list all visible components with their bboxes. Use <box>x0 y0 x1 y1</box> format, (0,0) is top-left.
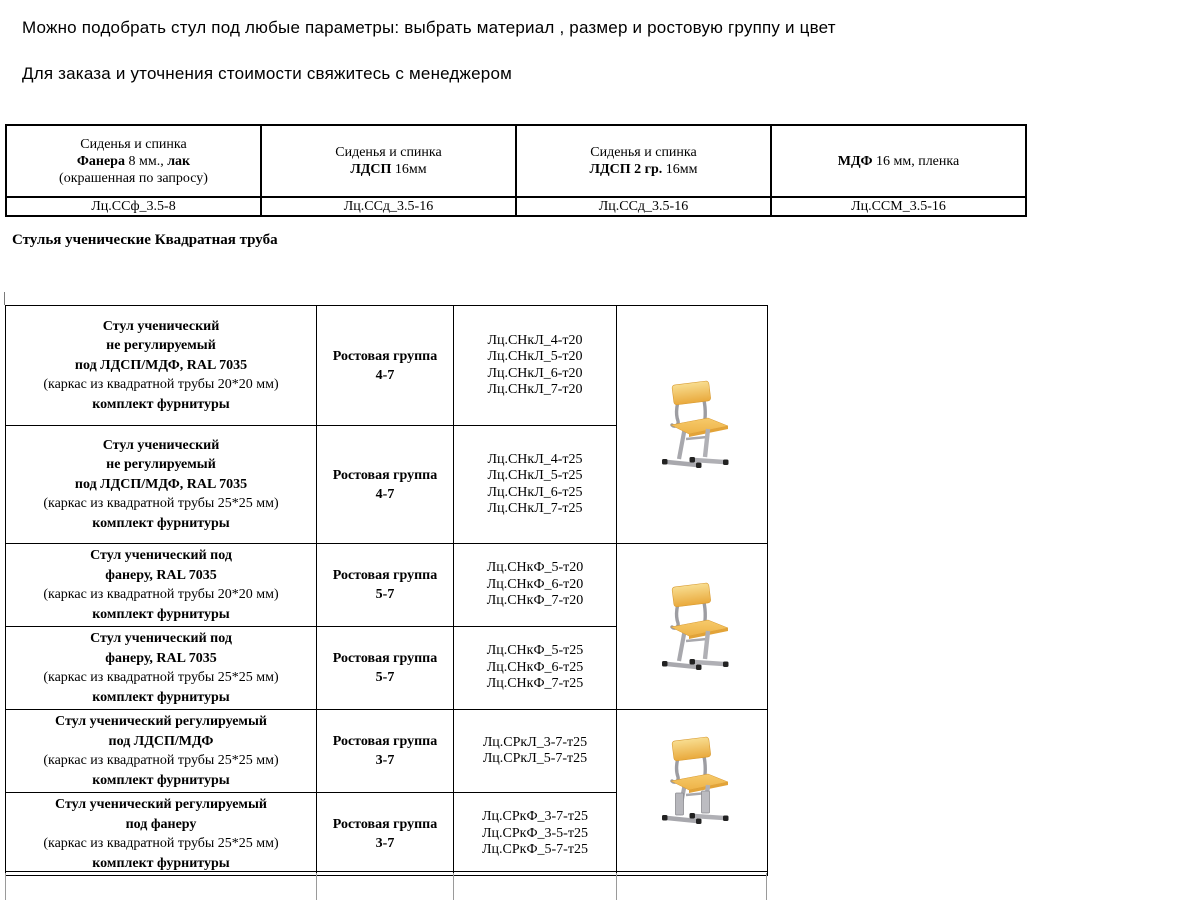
article-code: Лц.СНкФ_7-т20 <box>486 593 584 609</box>
chairs-table-body <box>6 306 768 876</box>
text-line: комплект фурнитуры <box>92 515 230 531</box>
materials-code-row <box>6 197 1026 216</box>
table-left-border-stub <box>4 292 5 305</box>
article-code: Лц.СНкЛ_4-т20 <box>487 332 583 348</box>
text-line: Сиденья и спинка <box>80 136 187 152</box>
text-line: Стул ученический <box>102 318 220 334</box>
chair-description <box>6 793 317 876</box>
article-code: Лц.СНкЛ_7-т25 <box>487 501 583 516</box>
article-codes <box>454 544 617 627</box>
text-line: комплект фурнитуры <box>92 855 230 871</box>
article-code: Лц.СРкЛ_3-7-т25 <box>482 734 588 750</box>
text-line: (каркас из квадратной трубы 25*25 мм) <box>43 753 279 768</box>
article-code: Лц.СРкФ_3-7-т25 <box>482 809 588 825</box>
chair-illustration <box>644 375 740 475</box>
material-plywood-header <box>6 125 261 197</box>
text-line: (каркас из квадратной трубы 20*20 мм) <box>43 377 279 393</box>
material-plywood-code: Лц.ССф_3.5-8 <box>6 197 261 216</box>
chair-description <box>6 426 317 544</box>
chair-illustration <box>644 577 740 677</box>
cutoff-row-line <box>616 873 617 900</box>
growth-group-label: Ростовая группа <box>332 817 438 832</box>
text-line: Стул ученический <box>102 437 220 453</box>
growth-group-value: 3-7 <box>375 836 395 851</box>
article-code: Лц.СНкЛ_5-т25 <box>487 468 583 483</box>
chair-row <box>6 544 768 627</box>
cutoff-row-line <box>5 873 6 900</box>
growth-group-value: 5-7 <box>375 587 395 602</box>
article-code: Лц.СНкЛ_4-т25 <box>487 451 583 467</box>
article-code: Лц.СНкЛ_7-т20 <box>487 382 583 397</box>
article-code: Лц.СНкФ_7-т25 <box>486 676 584 692</box>
growth-group-value: 4-7 <box>375 367 395 383</box>
text-line: комплект фурнитуры <box>92 606 230 622</box>
student-chair-fixed-image <box>617 306 768 544</box>
table-bottom-rule <box>5 871 767 873</box>
chairs-table <box>5 305 768 876</box>
article-code: Лц.СНкФ_6-т20 <box>486 576 584 592</box>
article-code: Лц.СНкФ_6-т25 <box>486 659 584 675</box>
text-line: Фанера 8 мм., лак <box>76 153 191 169</box>
article-code: Лц.СРкЛ_5-7-т25 <box>482 751 588 766</box>
growth-group-value: 5-7 <box>375 670 395 685</box>
text-line: под ЛДСП/МДФ, RAL 7035 <box>74 476 248 492</box>
growth-group-label: Ростовая группа <box>332 568 438 583</box>
cutoff-row-line <box>766 873 767 900</box>
text-line: под фанеру <box>125 816 197 832</box>
growth-group <box>317 426 454 544</box>
growth-group <box>317 544 454 627</box>
chair-description <box>6 627 317 710</box>
article-code: Лц.СНкЛ_6-т20 <box>487 365 583 381</box>
materials-table <box>5 124 1027 217</box>
material-ldsp2-header <box>516 125 771 197</box>
intro-line-2: Для заказа и уточнения стоимости свяжитесь с менеджером <box>22 64 512 83</box>
article-codes <box>454 710 617 793</box>
chair-description <box>6 710 317 793</box>
text-line: (каркас из квадратной трубы 25*25 мм) <box>43 496 279 512</box>
article-codes <box>454 426 617 544</box>
article-codes <box>454 627 617 710</box>
text-line: Стул ученический под <box>90 548 232 563</box>
text-line: ЛДСП 16мм <box>350 162 427 177</box>
chair-row <box>6 306 768 426</box>
text-line: (каркас из квадратной трубы 20*20 мм) <box>43 587 279 602</box>
chair-row <box>6 710 768 793</box>
cutoff-row-line <box>453 873 454 900</box>
article-codes <box>454 793 617 876</box>
text-line: комплект фурнитуры <box>92 772 230 788</box>
growth-group <box>317 710 454 793</box>
text-line: под ЛДСП/МДФ, RAL 7035 <box>74 357 248 373</box>
text-line: Сиденья и спинка <box>335 145 442 160</box>
text-line: не регулируемый <box>106 338 216 354</box>
article-code: Лц.СРкФ_3-5-т25 <box>482 825 588 841</box>
article-code: Лц.СНкЛ_6-т25 <box>487 484 583 500</box>
cutoff-row-line <box>316 873 317 900</box>
text-line: Стул ученический регулируемый <box>55 797 267 812</box>
text-line: Стул ученический под <box>90 631 232 646</box>
article-code: Лц.СНкФ_5-т20 <box>486 560 584 576</box>
article-code: Лц.СНкЛ_5-т20 <box>487 349 583 364</box>
article-codes <box>454 306 617 426</box>
growth-group-value: 4-7 <box>375 486 395 502</box>
text-line: комплект фурнитуры <box>92 689 230 705</box>
text-line: Сиденья и спинка <box>590 145 697 160</box>
text-line: фанеру, RAL 7035 <box>105 567 217 583</box>
text-line: Стул ученический регулируемый <box>55 714 267 729</box>
chair-description <box>6 544 317 627</box>
text-line: не регулируемый <box>106 457 216 473</box>
growth-group <box>317 306 454 426</box>
text-line: ЛДСП 2 гр. 16мм <box>589 162 698 177</box>
article-code: Лц.СРкФ_5-7-т25 <box>482 842 588 858</box>
text-line: (окрашенная по запросу) <box>59 170 208 186</box>
section-title: Стулья ученические Квадратная труба <box>12 232 278 248</box>
text-line: (каркас из квадратной трубы 25*25 мм) <box>43 836 279 851</box>
growth-group-label: Ростовая группа <box>332 348 438 364</box>
chair-description <box>6 306 317 426</box>
student-chair-adjustable-image <box>617 710 768 876</box>
text-line: МДФ 16 мм, пленка <box>837 153 960 169</box>
growth-group-label: Ростовая группа <box>332 651 438 666</box>
material-ldsp-header <box>261 125 516 197</box>
chair-illustration <box>644 731 740 831</box>
growth-group-label: Ростовая группа <box>332 734 438 749</box>
student-chair-fixed-image <box>617 544 768 710</box>
text-line: комплект фурнитуры <box>92 396 230 412</box>
material-mdf-header <box>771 125 1026 197</box>
material-ldsp2-code: Лц.ССд_3.5-16 <box>516 197 771 216</box>
materials-header-row <box>6 125 1026 197</box>
growth-group-value: 3-7 <box>375 753 395 768</box>
growth-group <box>317 627 454 710</box>
text-line: под ЛДСП/МДФ <box>108 733 214 749</box>
text-line: фанеру, RAL 7035 <box>105 650 217 666</box>
growth-group <box>317 793 454 876</box>
material-ldsp-code: Лц.ССд_3.5-16 <box>261 197 516 216</box>
text-line: (каркас из квадратной трубы 25*25 мм) <box>43 670 279 685</box>
material-mdf-code: Лц.ССМ_3.5-16 <box>771 197 1026 216</box>
article-code: Лц.СНкФ_5-т25 <box>486 643 584 659</box>
growth-group-label: Ростовая группа <box>332 467 438 483</box>
intro-line-1: Можно подобрать стул под любые параметры: выбрать материал , размер и ростовую группу и цвет <box>22 18 836 37</box>
